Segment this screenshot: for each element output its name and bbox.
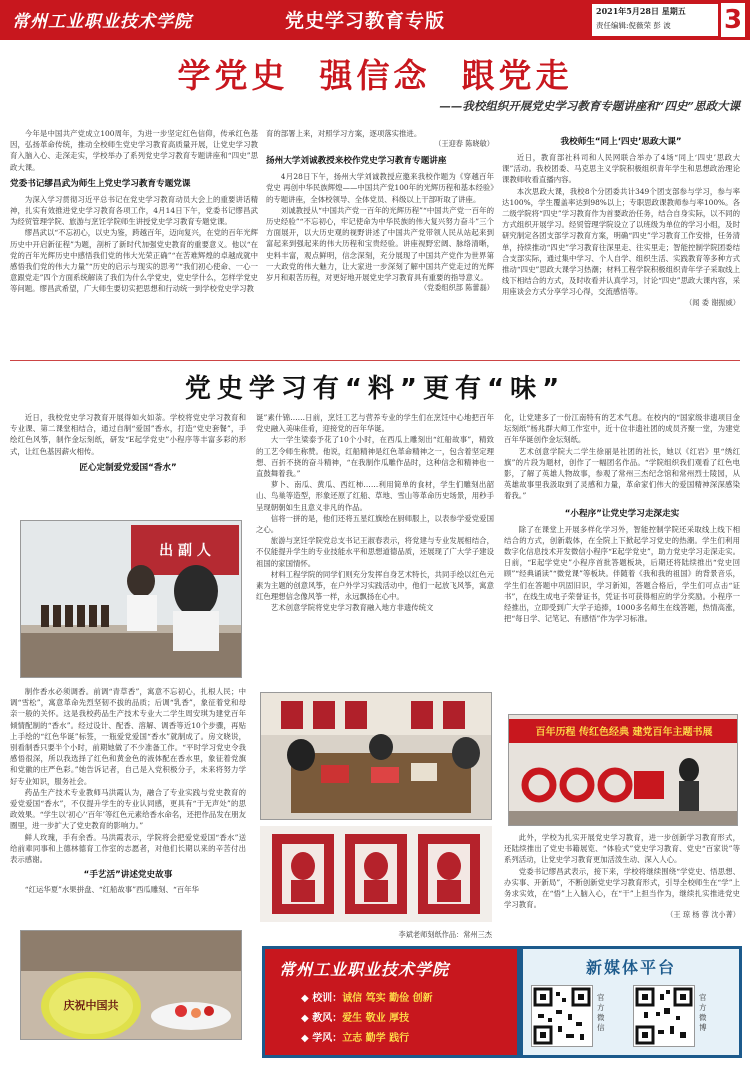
article-paragraph: 为深入学习贯彻习近平总书记在党史学习教育动员大会上的重要讲话精神，扎实有效推进党史学习教育各项工作，4月14日下午，党委书记缪昌武为经贸管理学院、旅游与烹饪学院师生讲授党史学习教育专题党课。 <box>10 194 258 227</box>
book-exhibition-photo <box>508 714 738 826</box>
article-paragraph: 缪昌武以“不忘初心，以史为鉴，跨越百年，迈向复兴，在党的百年光辉历史中开启新征程”为题，剖析了新时代加强党史教育的重要意义。他以“在党的百年光辉历史中感悟我们党的伟大光荣正确”“在苦难辉煌的卓越成就中感悟我们党的伟大力量”“历史的启示与现实的思考”“我们初心使命、一心一意跟党走”四个方面系统解读了我们为什么学党史，党史学什么，怎样学党史等问题。缪昌武希望，广大师生要切实把思想和行动统一到学校党史学习教 <box>10 228 258 294</box>
article-paragraph: 艺术创意学院将党史学习教育融入地方非遗传统文 <box>270 603 434 613</box>
author-signature: （闻 委 谢振威） <box>685 297 740 307</box>
article-paragraph: 本次思政大课，我校8个分团委共计349个团支部参与学习，参与率达100%，学生覆盖率达到98%以上；专职思政课教师参与率100%。各二级学院将“四史”学习教育作为首要政治任务，结合自身实际，以不同的方式组织开展学习。经贸管理学院设立了以班级为单位的学习小组，及时研究制定各团支部学习教育方案，明确“四史”学习教育工作安排，任务清单，持续推动“四史”学习教育往深里走、往实里走；智能控制学院团委结合支部实际，通过集中学习、个人自学、组织生活、实践教育等多种方式推动“四史”思政大课学习热潮；材料工程学院积极组织青年学子采取线上线下相结合的方式，及时收看并认真学习，讨论“四史”思政大课内容，采用座谈会方式分享学习心得，交流感悟等。 <box>502 186 740 297</box>
section2-column-2 <box>256 412 494 614</box>
qr-code-weibo-icon[interactable] <box>633 985 695 1047</box>
bullet-icon: ◆ <box>301 1033 309 1044</box>
paper-cutting-artwork-photo <box>260 826 492 922</box>
author-signature: （党委组织部 陈蕾磊） <box>419 283 494 293</box>
article-title-class: 我校师生“同上‘四史’思政大课” <box>560 137 682 147</box>
article-paragraph: 化，让党建多了一份江南特有的艺术气息。在校内的“国家级非遗项目金坛刻纸”杨兆群大师工作室中，近十位非遗社团的成员齐聚一堂，为建党百年华诞创作金坛刻纸。 <box>504 413 740 445</box>
article-paragraph: 制作香水必须调香。前调“青草香”，寓意不忘初心，扎根人民；中调“雪松”，寓意革命先烈坚韧不拔的品质；后调“乳香”，象征着党和母亲一般的关怀。这是我校药品生产技术专业大二学生周安琪为建党百年倾情配制的“香水”。经过设计、配香、溶解、调香等近10个步骤，再贴上手绘的“红色华诞”标签，一瓶爱党爱国“香水”就制成了。房文晓说，别看制香只要半个小时，前期她做了不少准备工作。“平时学习党史令我感悟很深，所以我选择了红色和黄金色的液体配在香水里，象征着党旗和党徽的庄严色彩。”她告诉记者，自己是入党积极分子，未来将努力学好专业知识，服务社会。 <box>10 687 246 786</box>
article-title-miniprogram: “小程序”让党史学习走深走实 <box>564 508 680 519</box>
school-logo-text: 常州工业职业技术学院 <box>12 12 192 32</box>
fruit-carving-photo <box>20 930 242 1040</box>
motto-text: 爱生 敬业 厚技 <box>342 1013 410 1024</box>
article-paragraph: 此外，学校为扎实开展党史学习教育，进一步创新学习教育形式，还陆续推出了党史书籍展览、“体验式”党史学习教育、党史“百家说”等系列活动，让党史学习教育更加活泼生动、深入人心。 <box>504 833 740 865</box>
author-signature: （王 琼 杨 蓉 沈小菁） <box>666 910 740 920</box>
article-paragraph: 鲜人玫瑰，手有余香。马洪霞表示，学院将会把爱党爱国“香水”送给前辈同事和上德林德育工作室的志愿者，对他们长期以来的辛苦付出表示感谢。 <box>10 832 246 865</box>
motto-text: 诚信 笃实 勤俭 创新 <box>342 993 433 1004</box>
qr-code-wechat-icon[interactable] <box>531 985 593 1047</box>
article-paragraph: 信将一拼的是，他们还将五星红旗绘在厨师服上，以表参学爱党爱国之心。 <box>256 513 494 535</box>
special-edition-title: 党史学习教育专版 <box>285 10 446 32</box>
article-paragraph: 艺术创意学院大二学生徐丽是社团的社长，她以《红岩》里“绣红旗”的片段为题材，创作了一幅团名作品。“学院组织我们观看了红色电影，了解了英雄人物故事，参观了常州三杰纪念馆和常州烈士陵园，从英雄故事里我汲取到了灵感和力量，革命家们伟大的爱国精神深深感染着我。” <box>504 446 740 501</box>
author-signature: （王迎春 陈晓敏） <box>434 139 494 149</box>
issue-weekday: 星期五 <box>661 6 686 16</box>
masthead <box>0 0 750 40</box>
carving-text: 庆祝中国共 <box>63 999 119 1012</box>
footer-left <box>262 946 520 1058</box>
article-title-lecture-1: 党委书记缪昌武为师生上党史学习教育专题党课 <box>10 178 191 189</box>
article-paragraph: “红运华夏”水果拼盘、“红船故事”西瓜雕刻、“百年华 <box>24 885 199 895</box>
sub-headline: ——我校组织开展党史学习教育专题讲座和“四史”思政大课 <box>439 99 740 113</box>
article-paragraph: 4月28日下午，扬州大学刘诚教授应邀来我校作题为《穿越百年党史 再创中华民族辉煌——中国共产党100年的光辉历程和基本经验》的专题讲座，全体校领导、全体党员、科级以上干部听取了讲座。 <box>266 172 494 204</box>
article-paragraph: 刘诚教授从“中国共产党一百年的光辉历程”“中国共产党一百年的历史经验”“不忘初心，牢记使命为中华民族的伟大复兴努力奋斗”三个方面展开，以大历史观的视野讲述了中国共产党带领人民从站起来到富起来到强起来的伟大历程和宝贵经验。讲座视野宏阔、脉络清晰，史料丰富，观点鲜明，信念深刻，充分展现了中国共产党作为世界第一大政党的伟大魅力，让大家进一步深刻了解中国共产党走过的光辉岁月和艰苦历程，对更好地开展党史学习教育具有重要的指导意义。 <box>266 205 494 283</box>
section2-headline: 党史学习有“料”更有“味” <box>184 374 566 404</box>
date-box <box>592 4 718 36</box>
perfume-making-photo <box>20 520 242 678</box>
motto-label: 学风： <box>312 1033 343 1044</box>
top-mid-column <box>266 128 494 293</box>
issue-date: 2021年5月28日 <box>596 6 659 16</box>
article-paragraph: 诞”素什锦……日前，烹饪工艺与营养专业的学生们在烹饪中心地把百年党史融入美味佳肴，迎接党的百年华诞。 <box>256 413 494 434</box>
banner-text: 百年历程 传红色经典 建党百年主题书展 <box>535 727 713 738</box>
motto-text: 立志 勤学 践行 <box>342 1033 410 1044</box>
photo-caption: 李斌老师刻纸作品：常州三杰 <box>398 930 492 939</box>
qr-weibo-label: 官方微博 <box>699 993 707 1032</box>
article-paragraph: 近日，教育部社科司和人民网联合举办了4场“同上‘四史’思政大课”活动。我校团委、马克思主义学院积极组织青年学生和思想政治理论课教师收看直播内容。 <box>502 153 740 185</box>
photo-sign-text: 出 副 人 <box>159 543 211 559</box>
section2-column-1 <box>10 412 246 479</box>
article-paragraph: 萝卜、南瓜、黄瓜、西红柿……利用简单的食材，学生们雕刻出韶山、鸟巢等造型，形象还原了红船、草地、雪山等革命历史场景，用秒手呈现朝朝如生且意义非凡的作品。 <box>256 480 494 512</box>
article-title-lecture-2: 扬州大学刘诚教授来校作党史学习教育专题讲座 <box>266 156 447 167</box>
article-title-craft: “手艺活”讲述党史故事 <box>83 870 173 881</box>
motto-label: 教风： <box>312 1013 343 1024</box>
article-title-perfume: 匠心定制爱党爱国“香水” <box>79 462 177 473</box>
main-headline: 学党史 强信念 跟党走 <box>177 56 573 95</box>
article-paragraph: 旅游与烹饪学院党总支书记王淑春表示，将党建与专业发展相结合，不仅能提升学生的专业技能水平和思想道德品质，还展现了广大学子建设祖国的家国情怀。 <box>256 536 494 568</box>
article-paragraph: 材料工程学院的同学们则充分发挥自身艺术特长，共同手绘以红色元素为主题的创意风筝，在户外学习实践活动中，他们一起放飞风筝，寓意红色理想信念像风筝一样，永远飘扬在心中。 <box>256 569 494 602</box>
top-left-column <box>10 128 258 295</box>
motto-label: 校训： <box>312 993 343 1004</box>
bullet-icon: ◆ <box>301 1013 309 1024</box>
top-right-column <box>502 136 740 308</box>
editor-credits: 责任编辑:倪薇荣 彭 波 <box>596 21 671 30</box>
article-paragraph: 育的部署上来，对照学习方案，逐项落实推进。 <box>266 129 422 138</box>
footer-media <box>520 946 742 1058</box>
article-paragraph: 大一学生梁泰予花了10个小时，在西瓜上雕刻出“红船故事”，精致的工艺令师生称赞。他说，红船精神是红色革命精神之一，包含着坚定理想、百折不挠的奋斗精神，“在我制作瓜雕作品时，这种信念和精神也一直鼓舞着我。” <box>256 435 494 479</box>
article-paragraph: 除了在课堂上开展多样化学习外，智能控制学院还采取线上线下相结合的方式，创新载体，在全院上下掀起学习党史的热潮。学生们利用数字化信息技术开发微信小程序“E起学党史”，助力党史学习走深走实。日前，“E起学党史”小程序首批答题板块，后期还将陆续推出“党史回顾”“经典诵读”“微党课”等板块。伴随着《我和我的祖国》的背景音乐，学生们在答题中巩固旧识，学习新知，答题合格后，学生们可点击“证书”，在线生成电子荣誉证书，凭证书可获得相应的学分奖励。小程序一经推出，立即受到广大学子追捧，1000多名师生在线答题，热情高涨，把“每日学、记笔记、有感悟”作为学习标准。 <box>504 524 740 624</box>
bullet-icon: ◆ <box>301 993 309 1004</box>
paper-cutting-class-photo <box>260 692 492 820</box>
section2-column-3 <box>504 412 740 624</box>
page-number: 3 <box>721 3 745 37</box>
article-paragraph: 党委书记缪昌武表示，接下来，学校将继续围绕“学党史、悟思想、办实事、开新局”，不断创新党史学习教育形式，引导全校师生在“学”上务求实效，在“悟”上入脑入心，在“干”上担当作为，继续扎实推进党史学习教育。 <box>504 866 740 910</box>
intro-paragraph: 今年是中国共产党成立100周年，为进一步坚定红色信仰，传承红色基因，弘扬革命传统，推动全校师生党史学习教育高质量开展，让党史学习教育入脑入心、走深走实，学校举办了系列党史学习教育专题讲座和“四史”思政大课。 <box>10 129 258 172</box>
section-divider <box>10 360 740 361</box>
footer-school-name: 常州工业职业技术学院 <box>279 960 450 979</box>
section2-intro: 近日，我校党史学习教育开展得如火如荼。学校将党史学习教育和专业课、第二课堂相结合，通过自制“爱国”香水，打造“党史套餐”，手绘红色风筝，制作金坛刻纸，研发“E起学党史”小程序等丰富多彩的形式，让红色基因薪火相传。 <box>10 413 246 456</box>
media-platform-title: 新媒体平台 <box>585 958 676 977</box>
qr-wechat-label: 官方微信 <box>597 993 605 1032</box>
article-paragraph: 药品生产技术专业教师马洪霞认为，融合了专业实践与党史教育的爱党爱国“香水”，不仅提升学生的专业认同感，更具有“于无声处”的思政效果。“学生以‘初心’‘百年’等红色元素给香水命名，还把作品发在朋友圈里，进一步扩大了党史教育的影响力。” <box>10 787 246 831</box>
